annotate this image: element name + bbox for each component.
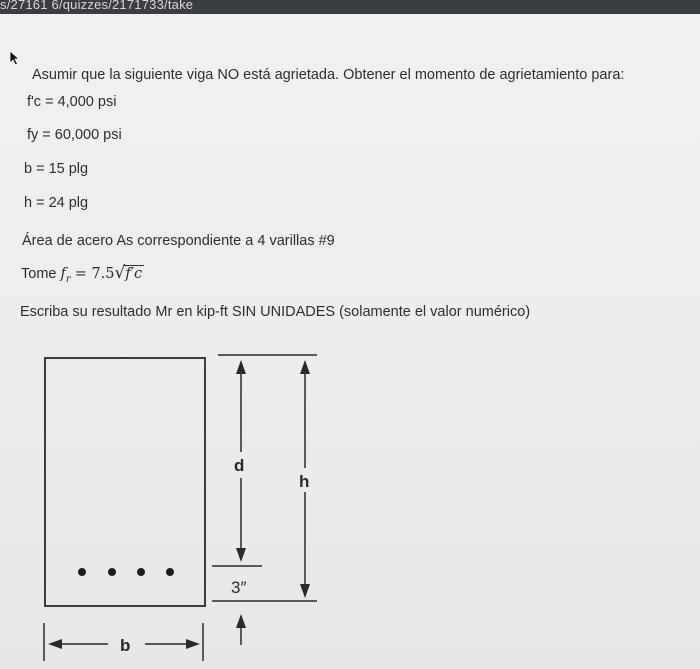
- cover-arrow-up: [236, 614, 246, 628]
- label-cover: 3″: [231, 578, 247, 597]
- label-d: d: [234, 456, 245, 475]
- formula-eq: = 7.5: [74, 266, 115, 282]
- h-arrow-up: [300, 360, 310, 374]
- d-arrow-up: [236, 360, 246, 374]
- url-text: s/27161 6/quizzes/2171733/take: [0, 0, 194, 12]
- steel-area: Área de acero As correspondiente a 4 varillas #9: [22, 233, 335, 249]
- rebar-3: [137, 568, 145, 576]
- rebar-2: [108, 568, 116, 576]
- beam-cross-section-diagram: [0, 340, 700, 669]
- b-arrow-left: [48, 639, 62, 649]
- beam-outline: [45, 358, 205, 606]
- formula-line: Tome $f_r = 7.5√f'c$: [21, 263, 143, 285]
- given-h: h = 24 plg: [24, 195, 89, 211]
- question-intro: Asumir que la siguiente viga NO está agrietada. Obtener el momento de agrietamiento para:: [32, 67, 625, 83]
- h-arrow-down: [300, 584, 310, 598]
- rebar-1: [78, 568, 86, 576]
- formula-fr: $f_r$: [60, 266, 71, 285]
- tome-label: Tome: [21, 266, 57, 282]
- label-b: b: [120, 636, 131, 655]
- given-fy: fy = 60,000 psi: [27, 127, 122, 143]
- label-h: h: [299, 472, 310, 491]
- given-b: b = 15 plg: [24, 161, 89, 177]
- given-fc: f'c = 4,000 psi: [27, 94, 117, 110]
- instruction-text: Escriba su resultado Mr en kip-ft SIN UNIDADES (solamente el valor numérico): [20, 304, 531, 320]
- formula-radicand: f′c: [125, 266, 143, 282]
- mouse-cursor-icon: [8, 50, 22, 66]
- d-arrow-down: [236, 548, 246, 562]
- rebar-4: [166, 568, 174, 576]
- browser-url-bar[interactable]: [0, 0, 700, 14]
- b-arrow-right: [186, 639, 200, 649]
